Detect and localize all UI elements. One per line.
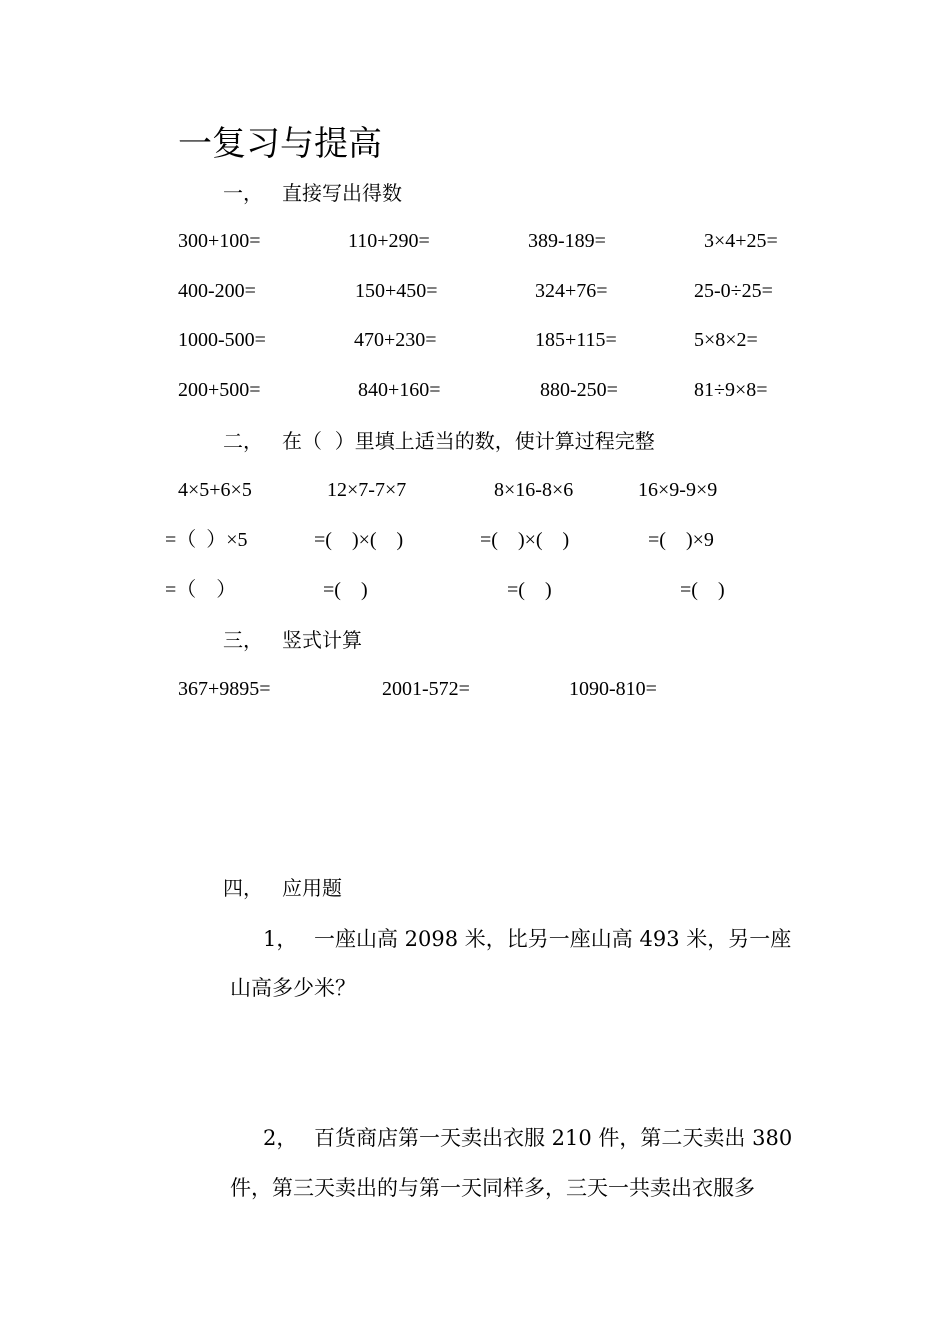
q2-line-2: 件，第三天卖出的与第一天同样多，三天一共卖出衣服多 <box>230 1176 755 1200</box>
s1-r2-c3: 324+76= <box>535 280 608 302</box>
s1-r4-c4: 81÷9×8= <box>694 379 768 401</box>
s2-step1-4: =( )×9 <box>648 529 714 551</box>
q1-line-2: 山高多少米？ <box>230 976 356 1000</box>
s1-r4-c2: 840+160= <box>358 379 441 401</box>
s1-r3-c3: 185+115= <box>535 329 617 351</box>
section-3-title: 竖式计算 <box>282 628 362 652</box>
section-2-title: 在（ ）里填上适当的数，使计算过程完整 <box>282 429 655 453</box>
s2-step2-4: =( ) <box>680 579 725 601</box>
section-4-label: 四， <box>223 876 263 900</box>
s2-step2-2: =( ) <box>323 579 368 601</box>
s2-problem-2: 12×7-7×7 <box>327 479 407 501</box>
s2-step1-3: =( )×( ) <box>480 529 570 551</box>
s2-step2-1: =（ ） <box>165 579 237 601</box>
s2-step1-1: =（ ）×5 <box>165 529 248 551</box>
s1-r3-c4: 5×8×2= <box>694 329 758 351</box>
s1-r2-c4: 25-0÷25= <box>694 280 773 302</box>
section-4-title: 应用题 <box>282 876 342 900</box>
s3-item-2: 2001-572= <box>382 678 470 700</box>
section-1-title: 直接写出得数 <box>282 181 402 205</box>
s1-r2-c2: 150+450= <box>355 280 438 302</box>
s2-problem-3: 8×16-8×6 <box>494 479 574 501</box>
s1-r1-c2: 110+290= <box>348 230 430 252</box>
s2-step1-2: =( )×( ) <box>314 529 404 551</box>
page-title: 一复习与提高 <box>178 124 382 164</box>
q1-number: 1， <box>263 927 298 951</box>
s1-r1-c3: 389-189= <box>528 230 606 252</box>
s1-r3-c1: 1000-500= <box>178 329 266 351</box>
s1-r1-c4: 3×4+25= <box>704 230 778 252</box>
s1-r2-c1: 400-200= <box>178 280 256 302</box>
s2-problem-4: 16×9-9×9 <box>638 479 718 501</box>
q2-number: 2， <box>263 1126 298 1150</box>
s1-r4-c3: 880-250= <box>540 379 618 401</box>
s3-item-1: 367+9895= <box>178 678 271 700</box>
s1-r4-c1: 200+500= <box>178 379 261 401</box>
section-1-label: 一， <box>223 181 263 205</box>
q1-line-1: 一座山高 2098 米，比另一座山高 493 米，另一座 <box>314 927 792 951</box>
s1-r3-c2: 470+230= <box>354 329 437 351</box>
s3-item-3: 1090-810= <box>569 678 657 700</box>
s1-r1-c1: 300+100= <box>178 230 261 252</box>
section-2-label: 二， <box>223 429 263 453</box>
section-3-label: 三， <box>223 628 263 652</box>
s2-problem-1: 4×5+6×5 <box>178 479 252 501</box>
q2-line-1: 百货商店第一天卖出衣服 210 件，第二天卖出 380 <box>314 1126 793 1150</box>
s2-step2-3: =( ) <box>507 579 552 601</box>
